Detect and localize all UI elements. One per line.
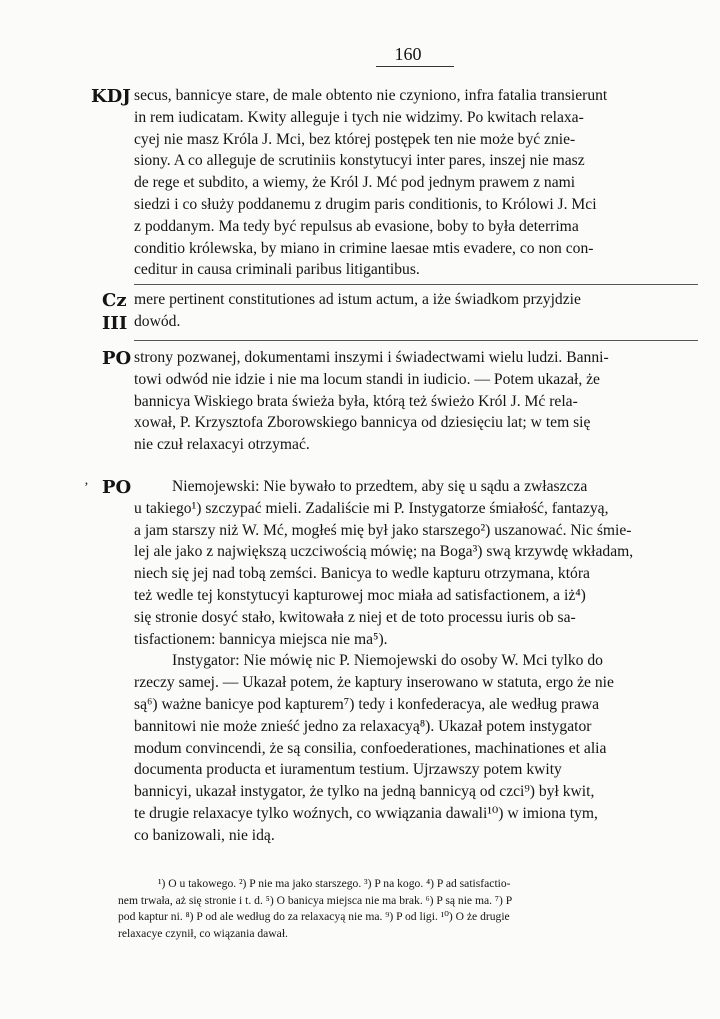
margin-sigil: KDJ bbox=[91, 86, 131, 107]
text-line: się stronie dosyć stało, kwitowała z niej et de toto processu iuris ob sa- bbox=[134, 608, 576, 626]
text-line: secus, bannicye stare, de male obtento nie czyniono, infra fatalia transierunt bbox=[134, 87, 608, 104]
margin-sigil: PO bbox=[102, 348, 132, 369]
text-line: bannitowi nie może znieść jedno za relaxacyą⁸). Ukazał potem instygator bbox=[134, 717, 592, 735]
page-number: 160 bbox=[394, 44, 422, 64]
entry-cz-iii bbox=[92, 289, 696, 333]
text-line: de rege et subdito, a wiemy, że Król J. Mć pod jednym prawem z nami bbox=[134, 174, 576, 192]
text-line: dowód. bbox=[134, 312, 181, 330]
footnote-line: relaxacye czynił, co wiązania dawał. bbox=[118, 926, 288, 940]
text-line: in rem iudicatam. Kwity alleguje i tych nie widzimy. Po kwitach relaxa- bbox=[134, 108, 584, 126]
text-line: Instygator: Nie mówię nic P. Niemojewski do osoby W. Mci tylko do bbox=[172, 652, 603, 670]
text-line: co banizowali, nie idą. bbox=[134, 826, 275, 844]
text-line: ceditur in causa criminali paribus litigantibus. bbox=[134, 261, 420, 279]
margin-mark: ‚ bbox=[84, 473, 89, 488]
footnote-line: nem trwała, aż się stronie i t. d. ⁵) O banicya miejsca nie ma brak. ⁶) P są nie ma. ⁷) P bbox=[118, 893, 513, 907]
text-line: conditio królewska, by miano in crimine laesae mtis evadere, co non con- bbox=[134, 239, 594, 257]
text-line: też wedle tej konstytucyi kapturowej moc miała ad satisfactionem, a iż⁴) bbox=[134, 586, 586, 604]
text-line: są⁶) ważne banicye pod kapturem⁷) tedy i konfederacya, ale według prawa bbox=[134, 695, 600, 713]
text-line: lej ale jako z największą uczciwością mówię; na Boga³) swą krzywdę wkładam, bbox=[134, 543, 634, 561]
text-line: siony. A co alleguje de scrutiniis konstytucyi inter pares, inszej nie masz bbox=[134, 152, 585, 170]
text-line: niech się jej nad tobą zemści. Banicya to wedle kapturu otrzymana, która bbox=[134, 565, 590, 583]
text-line: rzeczy samej. — Ukazał potem, że kaptury inserowano w statuta, ergo że nie bbox=[134, 674, 614, 692]
text-line: modum convincendi, że są consilia, confoederationes, machinationes et alia bbox=[134, 739, 607, 757]
footnotes bbox=[118, 876, 694, 942]
footnote-line: ¹) O u takowego. ²) P nie ma jako starszego. ³) P na kogo. ⁴) P ad satisfactio- bbox=[158, 877, 511, 890]
margin-sigil: PO bbox=[102, 477, 132, 498]
section-divider bbox=[134, 284, 698, 285]
entry-text bbox=[92, 289, 696, 333]
text-line: towi odwód nie idzie i nie ma locum standi in iudicio. — Potem ukazał, że bbox=[134, 370, 600, 388]
text-line: siedzi i co służy poddanemu z drugim paris conditionis, to Królowi J. Mci bbox=[134, 195, 597, 213]
text-line: te drugie relaxacye tylko woźnych, co wwiązania dawali¹⁰) w imiona tym, bbox=[134, 804, 598, 822]
margin-sigil: III bbox=[102, 313, 128, 334]
entry-kdj bbox=[92, 85, 696, 281]
text-line: z poddanym. Ma tedy być repulsus ab evasione, boby to była deterrima bbox=[134, 217, 579, 235]
text-line: xował, P. Krzysztofa Zborowskiego bannicya od dziesięciu lat; w tem się bbox=[134, 414, 591, 432]
speech-niemojewski bbox=[92, 476, 696, 650]
text-line: a jam starszy niż W. Mć, mogłeś mię był jako starszego²) uszanować. Nic śmie- bbox=[134, 521, 632, 539]
text-line: strony pozwanej, dokumentami inszymi i świadectwami wielu ludzi. Banni- bbox=[134, 349, 609, 366]
entry-text bbox=[92, 347, 696, 456]
entry-text bbox=[92, 85, 696, 281]
text-line: tisfactionem: bannicya miejsca nie ma⁵). bbox=[134, 630, 388, 648]
text-line: bannicya Wiskiego brata świeża była, którą też świeżo Król J. Mć rela- bbox=[134, 392, 578, 410]
text-line: documenta producta et iuramentum testium. Ujrzawszy potem kwity bbox=[134, 761, 562, 779]
text-line: Niemojewski: Nie bywało to przedtem, aby się u sądu a zwłaszcza bbox=[172, 478, 588, 495]
text-line: nie czuł relaxacyi otrzymać. bbox=[134, 436, 310, 454]
entry-po bbox=[92, 347, 696, 456]
footnote-line: pod kaptur ni. ⁸) P od ale według do za relaxacyą nie ma. ⁹) P od ligi. ¹⁰) O że drugie bbox=[118, 910, 510, 924]
entry-po-speech bbox=[84, 473, 696, 847]
speech-instygator bbox=[92, 650, 696, 846]
margin-sigil: Cz bbox=[102, 290, 127, 311]
text-line: bannicyi, ukazał instygator, że tylko na jedną bannicyą od czci⁹) był kwit, bbox=[134, 783, 595, 801]
text-line: mere pertinent constitutiones ad istum actum, a iże świadkom przyjdzie bbox=[134, 291, 581, 308]
text-line: cyej nie masz Króla J. Mci, bez której postępek ten nie może być znie- bbox=[134, 130, 576, 148]
page-number-rule bbox=[376, 66, 454, 67]
text-line: u takiego¹) szczypać mieli. Zadaliście mi P. Instygatorze śmiałość, fantazyą, bbox=[134, 499, 609, 517]
section-divider bbox=[134, 340, 698, 341]
